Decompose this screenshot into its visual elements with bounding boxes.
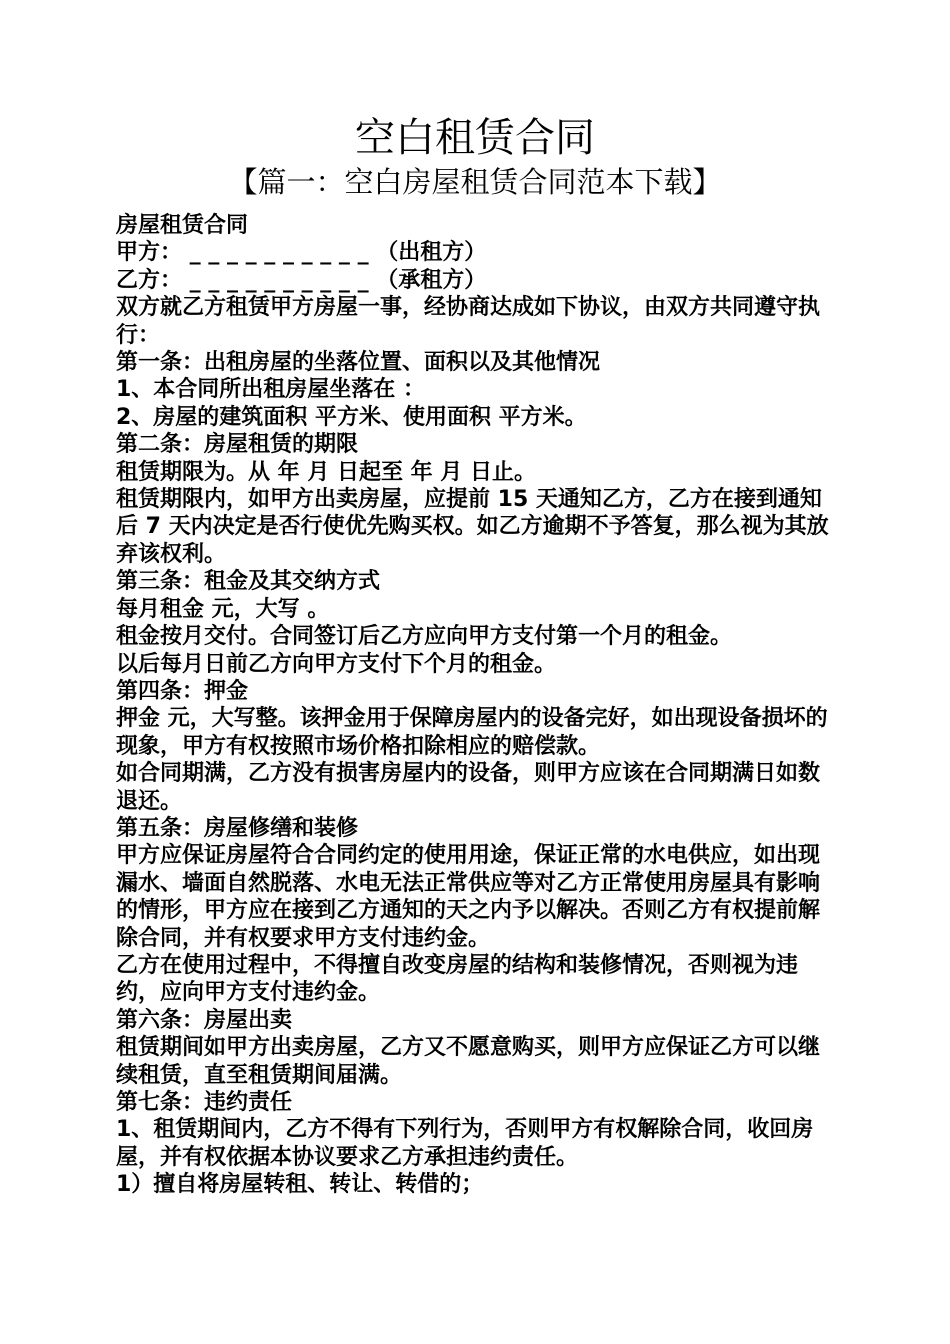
article-4-deposit: 押金 元，大写整。该押金用于保障房屋内的设备完好，如出现设备损坏的现象，甲方有权按照市场价格扣除相应的赔偿款。 xyxy=(116,706,828,759)
article-2-preemption: 租赁期限内，如甲方出卖房屋，应提前 15 天通知乙方，乙方在接到通知后 7 天内决定是否行使优先购买权。如乙方逾期不予答复，那么视为其放弃该权利。 xyxy=(116,487,829,567)
article-3-rent-amount: 每月租金 元，大写 。 xyxy=(116,596,330,622)
article-4-heading: 第四条：押金 xyxy=(116,678,249,704)
article-7-heading: 第七条：违约责任 xyxy=(116,1090,293,1115)
article-7-subitem-1: 1）擅自将房屋转租、转让、转借的； xyxy=(116,1172,484,1198)
article-1-heading: 第一条：出租房屋的坐落位置、面积以及其他情况 xyxy=(116,350,601,376)
article-5-tenant-duty: 乙方在使用过程中，不得擅自改变房屋的结构和装修情况，否则视为违约，应向甲方支付违约金。 xyxy=(116,952,799,1006)
agreement-intro: 双方就乙方租赁甲方房屋一事，经协商达成如下协议，由双方共同遵守执行： xyxy=(116,295,821,348)
document-title: 空白租赁合同 xyxy=(355,115,595,161)
article-6-heading: 第六条：房屋出卖 xyxy=(116,1007,293,1033)
article-5-heading: 第五条：房屋修缮和装修 xyxy=(116,815,359,841)
article-3-heading: 第三条：租金及其交纳方式 xyxy=(116,569,381,595)
article-3-payment: 租金按月交付。合同签订后乙方应向甲方支付第一个月的租金。 xyxy=(116,624,733,650)
contract-body xyxy=(116,212,838,1199)
article-5-landlord-duty: 甲方应保证房屋符合合同约定的使用用途，保证正常的水电供应，如出现漏水、墙面自然脱落、水电无法正常供应等对乙方正常使用房屋具有影响的情形，甲方应在接到乙方通知的天之内予以解决。否则乙方有权提前解除合同，并有权要求甲方支付违约金。 xyxy=(116,843,821,951)
contract-heading: 房屋租赁合同 xyxy=(116,213,249,238)
article-7-item-1: 1、租赁期间内，乙方不得有下列行为，否则甲方有权解除合同，收回房屋，并有权依据本协议要求乙方承担违约责任。 xyxy=(116,1117,814,1170)
party-b-line: 乙方： _ _ _ _ _ _ _ _ _ _ （承租方） xyxy=(116,267,487,293)
article-2-term: 租赁期限为。从 年 月 日起至 年 月 日止。 xyxy=(116,459,536,485)
article-4-refund: 如合同期满，乙方没有损害房屋内的设备，则甲方应该在合同期满日如数退还。 xyxy=(116,761,821,814)
article-3-monthly: 以后每月日前乙方向甲方支付下个月的租金。 xyxy=(116,651,557,677)
party-a-line: 甲方： _ _ _ _ _ _ _ _ _ _ （出租方） xyxy=(116,240,487,266)
article-1-item-2: 2、房屋的建筑面积 平方米、使用面积 平方米。 xyxy=(116,404,587,430)
article-1-item-1: 1、本合同所出租房屋坐落在 ： xyxy=(116,377,425,403)
article-6-sale: 租赁期间如甲方出卖房屋，乙方又不愿意购买，则甲方应保证乙方可以继续租赁，直至租赁期间届满。 xyxy=(116,1035,821,1088)
article-2-heading: 第二条：房屋租赁的期限 xyxy=(116,432,359,458)
document-subtitle: 【篇一：空白房屋租赁合同范本下载】 xyxy=(228,165,722,199)
